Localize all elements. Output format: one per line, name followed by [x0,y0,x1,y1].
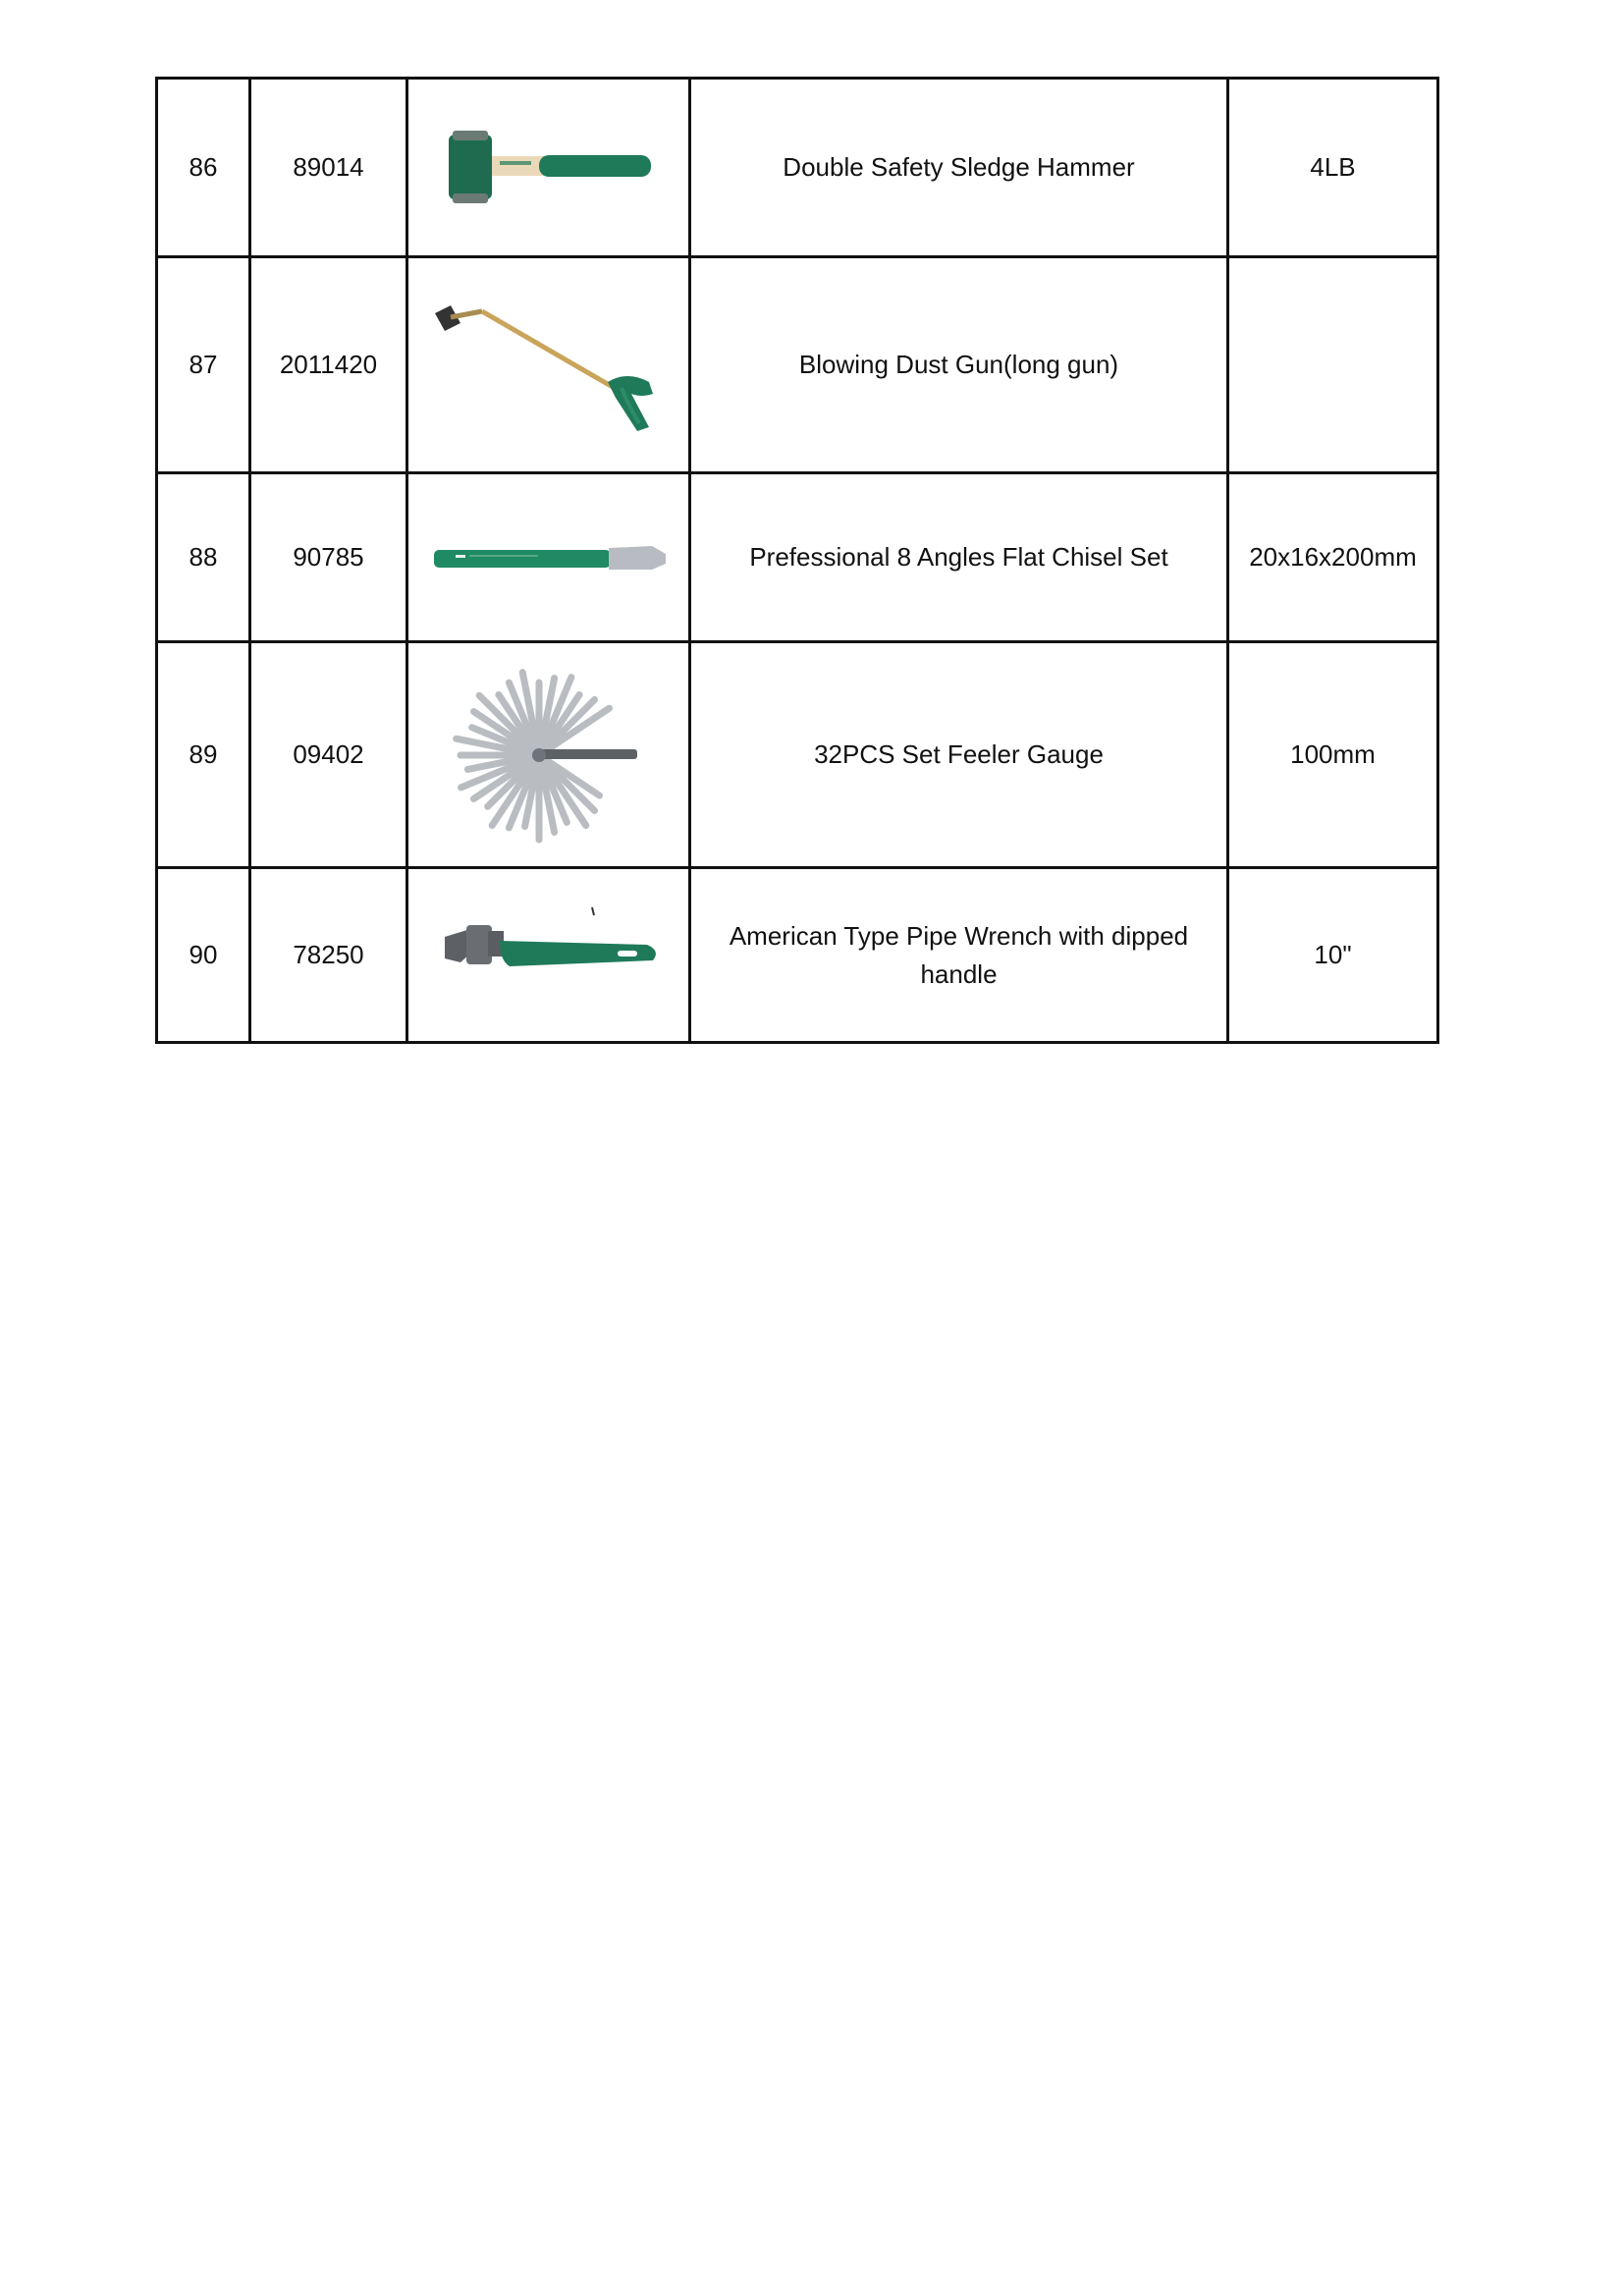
item-code: 89014 [250,79,407,257]
product-image-cell [407,642,690,868]
item-number: 90 [157,868,250,1043]
pipe-wrench-image [431,902,667,1010]
product-table [155,77,1439,1044]
product-image-cell [407,257,690,473]
product-image-cell [407,868,690,1043]
feeler-gauge-image [441,667,657,844]
table-row [157,257,1438,473]
item-number: 86 [157,79,250,257]
item-number: 88 [157,473,250,642]
table-row [157,642,1438,868]
product-name: American Type Pipe Wrench with dipped handle [690,868,1228,1043]
table-row [157,79,1438,257]
table-row [157,868,1438,1043]
product-spec: 100mm [1228,642,1438,868]
item-code: 90785 [250,473,407,642]
product-image-cell [407,473,690,642]
item-code: 09402 [250,642,407,868]
item-code: 78250 [250,868,407,1043]
product-name: Double Safety Sledge Hammer [690,79,1228,257]
item-number: 89 [157,642,250,868]
product-name: Blowing Dust Gun(long gun) [690,257,1228,473]
product-spec: 4LB [1228,79,1438,257]
product-name: Prefessional 8 Angles Flat Chisel Set [690,473,1228,642]
item-code: 2011420 [250,257,407,473]
blowing-dust-gun-image [421,292,676,439]
product-spec [1228,257,1438,473]
product-image-cell [407,79,690,257]
flat-chisel-image [426,528,672,587]
sledge-hammer-image [441,119,657,217]
product-spec: 10" [1228,868,1438,1043]
product-spec: 20x16x200mm [1228,473,1438,642]
product-name: 32PCS Set Feeler Gauge [690,642,1228,868]
table-row [157,473,1438,642]
item-number: 87 [157,257,250,473]
